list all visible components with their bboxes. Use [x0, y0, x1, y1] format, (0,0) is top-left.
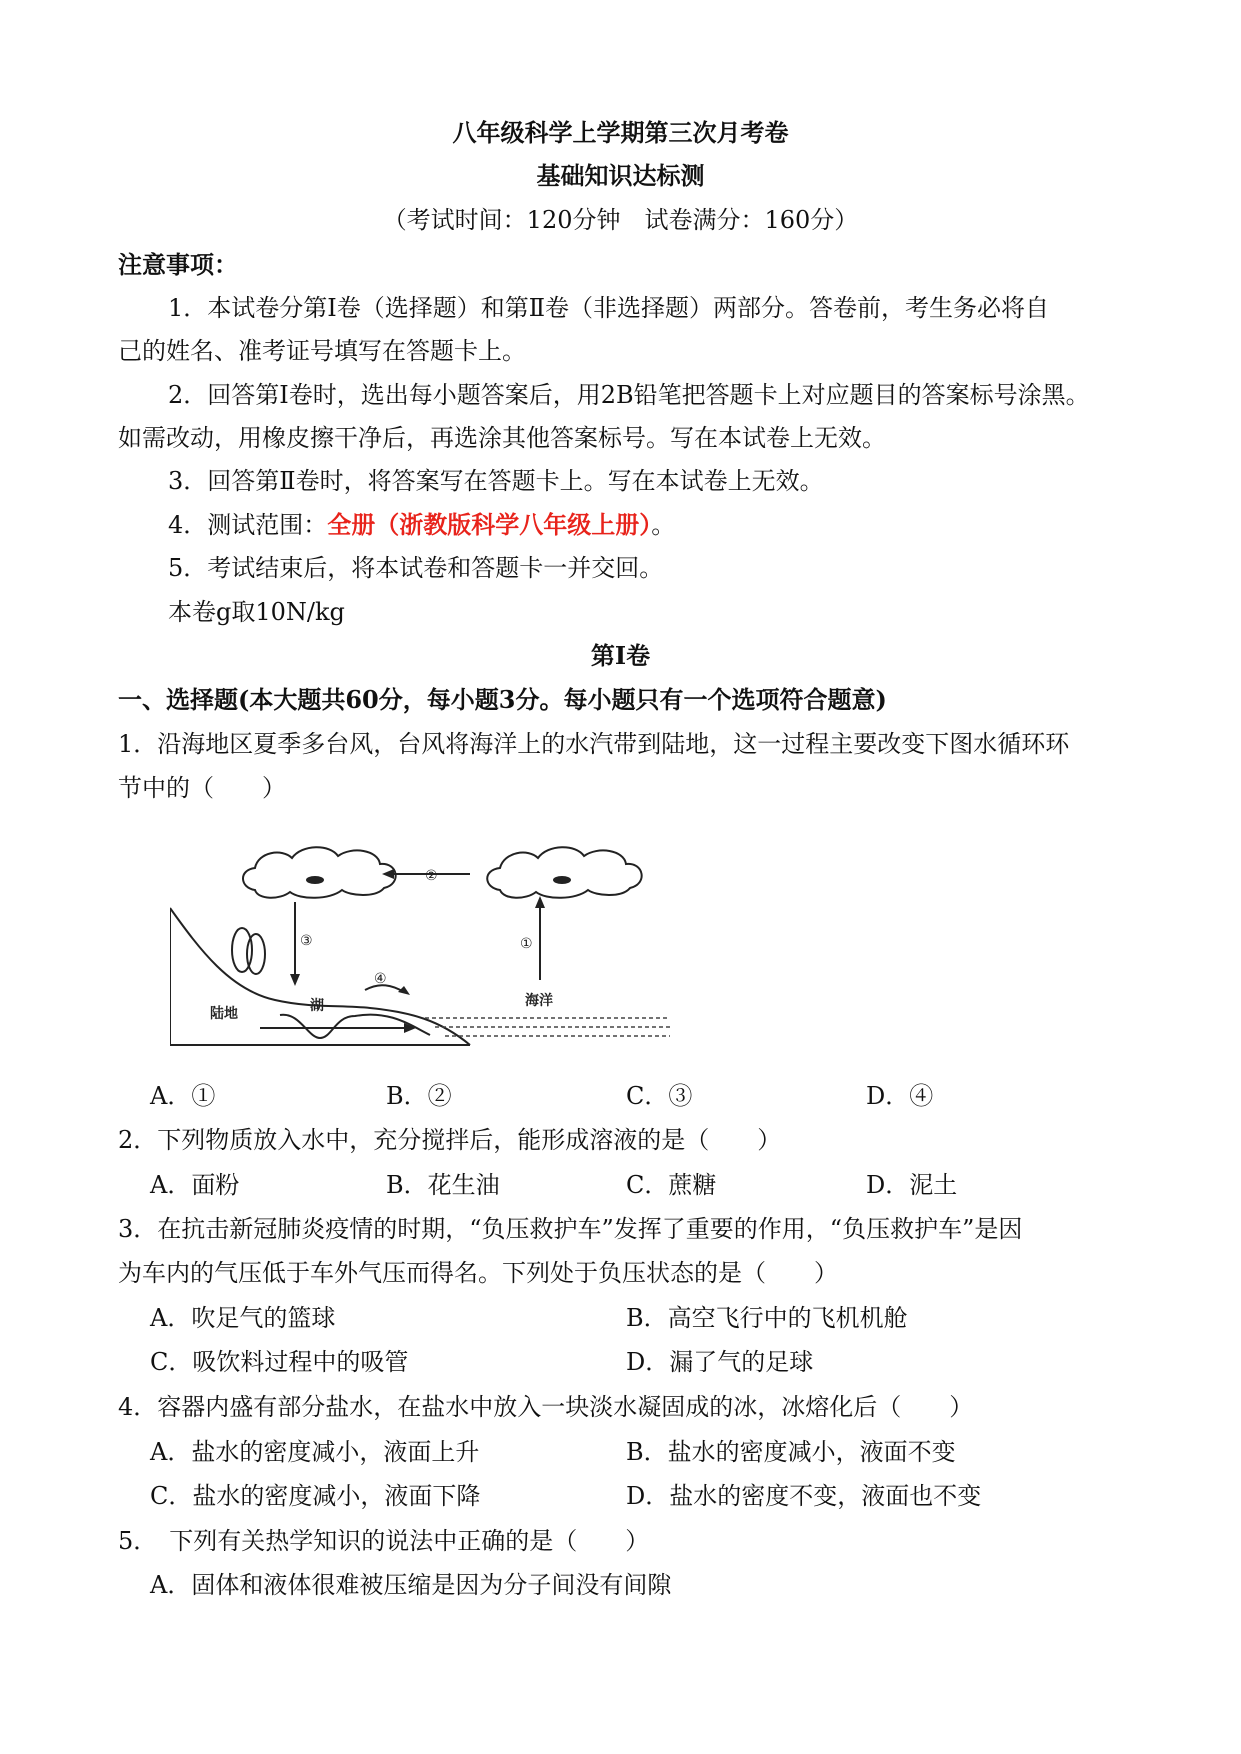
exam-info: （考试时间：120分钟 试卷满分：160分）	[382, 206, 859, 234]
note-item-2: 2．回答第Ⅰ卷时，选出每小题答案后，用2B铅笔把答题卡上对应题目的答案标号涂黑。	[168, 381, 1090, 409]
q4-option-b: B．盐水的密度减小，液面不变	[626, 1438, 956, 1466]
question-1-stem: 1．沿海地区夏季多台风，台风将海洋上的水汽带到陆地，这一过程主要改变下图水循环环	[118, 730, 1070, 758]
q1-option-c: C．③	[626, 1082, 693, 1110]
q3-option-b: B．高空飞行中的飞机机舱	[626, 1304, 908, 1332]
note-item-2-cont: 如需改动，用橡皮擦干净后，再选涂其他答案标号。写在本试卷上无效。	[118, 424, 886, 452]
q5-option-a: A．固体和液体很难被压缩是因为分子间没有间隙	[150, 1571, 672, 1599]
q4-option-d: D．盐水的密度不变，液面也不变	[626, 1482, 982, 1510]
land-slope	[170, 908, 470, 1045]
note-item-4	[168, 510, 675, 540]
q2-option-b: B．花生油	[386, 1171, 500, 1199]
q4-option-c: C．盐水的密度减小，液面下降	[150, 1482, 481, 1510]
note-item-3: 3．回答第Ⅱ卷时，将答案写在答题卡上。写在本试卷上无效。	[168, 467, 824, 495]
question-5-stem: 5． 下列有关热学知识的说法中正确的是（ ）	[118, 1527, 650, 1555]
section-title: 第Ⅰ卷	[590, 641, 651, 670]
question-4-stem: 4．容器内盛有部分盐水，在盐水中放入一块淡水凝固成的冰，冰熔化后（ ）	[118, 1393, 974, 1421]
q3-option-d: D．漏了气的足球	[626, 1348, 814, 1376]
q2-option-a: A．面粉	[150, 1171, 240, 1199]
question-2-stem: 2．下列物质放入水中，充分搅拌后，能形成溶液的是（ ）	[118, 1126, 782, 1154]
notes-heading: 注意事项：	[118, 250, 238, 279]
question-3-stem-cont: 为车内的气压低于车外气压而得名。下列处于负压状态的是（ ）	[118, 1259, 838, 1287]
note-item-1: 1．本试卷分第Ⅰ卷（选择题）和第Ⅱ卷（非选择题）两部分。答卷前，考生务必将自	[168, 294, 1050, 322]
label-1: ①	[520, 936, 533, 952]
question-3-stem: 3．在抗击新冠肺炎疫情的时期，“负压救护车”发挥了重要的作用，“负压救护车”是因	[118, 1215, 1023, 1243]
question-1-stem-cont: 节中的（ ）	[118, 774, 286, 802]
water-cycle-diagram	[170, 840, 680, 1050]
ocean-label: 海洋	[525, 993, 553, 1009]
note-item-4-suffix: 。	[651, 511, 676, 539]
exam-title: 八年级科学上学期第三次月考卷	[452, 118, 789, 147]
q4-option-a: A．盐水的密度减小，液面上升	[150, 1438, 480, 1466]
note-item-4-prefix: 4．测试范围：	[168, 511, 328, 539]
part-heading: 一、选择题(本大题共60分，每小题3分。每小题只有一个选项符合题意)	[118, 685, 887, 714]
left-cloud	[243, 847, 396, 898]
label-3: ③	[300, 933, 313, 949]
note-item-5: 5．考试结束后，将本试卷和答题卡一并交回。	[168, 554, 664, 582]
q1-option-a: A．①	[150, 1082, 216, 1110]
test-scope: 全册（浙教版科学八年级上册）	[327, 510, 652, 539]
gravity-note: 本卷g取10N/kg	[168, 598, 345, 626]
q3-option-a: A．吹足气的篮球	[150, 1304, 336, 1332]
label-4: ④	[374, 971, 387, 987]
q1-option-b: B．②	[386, 1082, 452, 1110]
q1-option-d: D．④	[866, 1082, 934, 1110]
right-cloud	[487, 847, 641, 898]
label-2: ②	[425, 868, 438, 884]
lake-label: 湖	[310, 998, 324, 1014]
q2-option-c: C．蔗糖	[626, 1171, 717, 1199]
q3-option-c: C．吸饮料过程中的吸管	[150, 1348, 409, 1376]
note-item-1-cont: 己的姓名、准考证号填写在答题卡上。	[118, 337, 526, 365]
exam-subtitle: 基础知识达标测	[536, 161, 705, 190]
q2-option-d: D．泥土	[866, 1171, 958, 1199]
land-label: 陆地	[210, 1006, 238, 1022]
